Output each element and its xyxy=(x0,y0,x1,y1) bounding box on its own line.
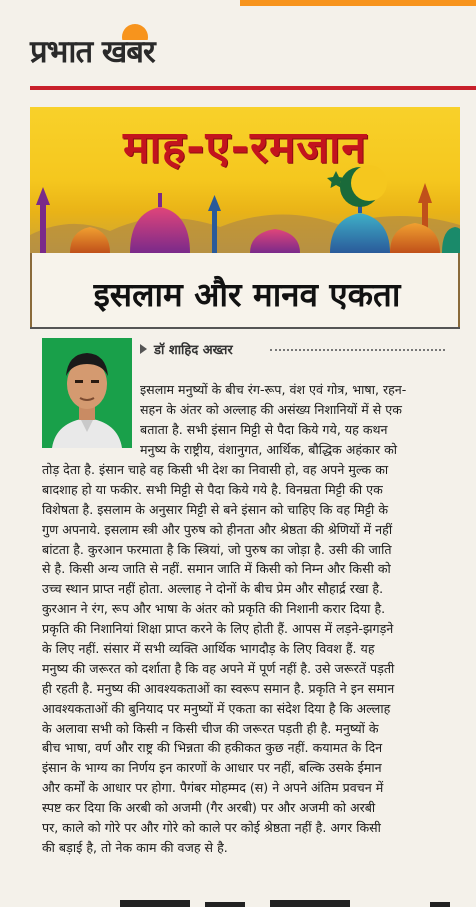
article-line: उच्च स्थान प्राप्त नहीं होता. अल्लाह ने दोनों के बीच प्रेम और सौहार्द्र रखा है. xyxy=(42,581,384,597)
article-line: इसलाम मनुष्यों के बीच रंग-रूप, वंश एवं गोत्र, भाषा, रहन- xyxy=(140,382,407,397)
article-headline: इसलाम और मानव एकता xyxy=(93,275,401,314)
article-line: विशेषता है. इसलाम के अनुसार मिट्टी से बने इंसान को चाहिए कि वह मिट्टी के xyxy=(42,501,388,517)
article-line: आवश्यकताओं की बुनियाद पर मनुष्यों में एकता का संदेश दिया है कि अल्लाह xyxy=(42,700,391,716)
headline-rule xyxy=(30,327,460,329)
ramzan-banner xyxy=(30,107,460,253)
article-line: ही रहती है. मनुष्य की आवश्यकताओं का स्वरूप समान है. प्रकृति ने इन समान xyxy=(42,680,395,696)
article-line: मनुष्य की जरूरत को दर्शाता है कि वह अपने में पूर्ण नहीं है. उसे जरूरतें पड़ती xyxy=(42,660,395,676)
dotted-rule xyxy=(270,349,445,351)
masthead-rule xyxy=(30,86,476,90)
article-line: सहन के अंतर को अल्लाह की असंख्य निशानियों में से एक xyxy=(140,401,402,417)
article-line: बादशाह हो या फकीर. सभी मिट्टी से पैदा किये गये है. विनम्रता मिट्टी की एक xyxy=(42,481,383,497)
article-line: बांटता है. कुरआन फरमाता है कि स्त्रियां, जो पुरुष का जोड़ा है. उसी की जाति xyxy=(42,541,392,557)
article-line: के अलावा सभी को किसी न किसी चीज की जरूरत पड़ती ही है. मनुष्यों के xyxy=(42,720,379,736)
article-line: की बड़ाई है, तो नेक काम की वजह से है. xyxy=(42,839,228,855)
arrow-right-icon xyxy=(140,344,147,354)
article-line: के लिए नहीं. संसार में सभी व्यक्ति आर्थिक भागदौड़ के लिए विवश हैं. यह xyxy=(42,641,375,657)
author-photo xyxy=(42,338,132,448)
masthead xyxy=(0,8,476,88)
article-line: और कर्मों के आधार पर होगा. पैगंबर मोहम्मद (स) ने अपने अंतिम प्रवचन में xyxy=(42,780,384,796)
newspaper-logo: प्रभात खबर xyxy=(30,34,155,70)
article-body-beside-photo xyxy=(140,380,452,460)
article-line: मनुष्य के राष्ट्रीय, वंशानुगत, आर्थिक, बौद्धिक अहंकार को xyxy=(140,441,398,457)
article-line: स्पष्ट कर दिया कि अरबी को अजमी (गैर अरबी) पर और अजमी को अरबी xyxy=(42,800,376,816)
article-line: पर, काले को गोरे पर और गोरे को काले पर कोई श्रेष्ठता नहीं है. अगर किसी xyxy=(42,820,381,836)
article-line: प्रकृति की निशानियां शिक्षा प्राप्त करने के लिए होती हैं. आपस में लड़ने-झगड़ने xyxy=(42,621,394,637)
article-body xyxy=(42,460,452,858)
next-headline-fragment xyxy=(30,893,460,907)
article-line: इंसान के भाग्य का निर्णय इन कारणों के आधार पर नहीं, बल्कि उसके ईमान xyxy=(42,760,382,776)
article-line: से है. किसी अन्य जाति से नहीं. समान जाति में किसी को निम्न और किसी को xyxy=(42,561,391,577)
article-line: कुरआन ने रंग, रूप और भाषा के अंतर को प्रकृति की निशानी करार दिया है. xyxy=(42,601,386,617)
author-name: डॉ शाहिद अख्तर xyxy=(154,343,233,358)
article-line: बताता है. सभी इंसान मिट्टी से पैदा किये गये, यह कथन xyxy=(140,421,388,437)
article-line: बीच भाषा, वर्ण और राष्ट्र की भिन्नता की हकीकत कुछ नहीं. कयामत के दिन xyxy=(42,740,383,756)
top-accent-bar xyxy=(240,0,476,6)
article-line: गुण अपनाये. इसलाम स्त्री और पुरुष को हीनता और श्रेष्ठता की श्रेणियों में नहीं xyxy=(42,521,393,537)
article-line: तोड़ देता है. इंसान चाहे वह किसी भी देश का निवासी हो, वह अपने मुल्क का xyxy=(42,462,389,477)
banner-title: माह-ए-रमजान xyxy=(123,122,367,173)
headline-box xyxy=(30,253,460,327)
portrait-illustration xyxy=(42,338,132,448)
byline xyxy=(140,340,450,360)
